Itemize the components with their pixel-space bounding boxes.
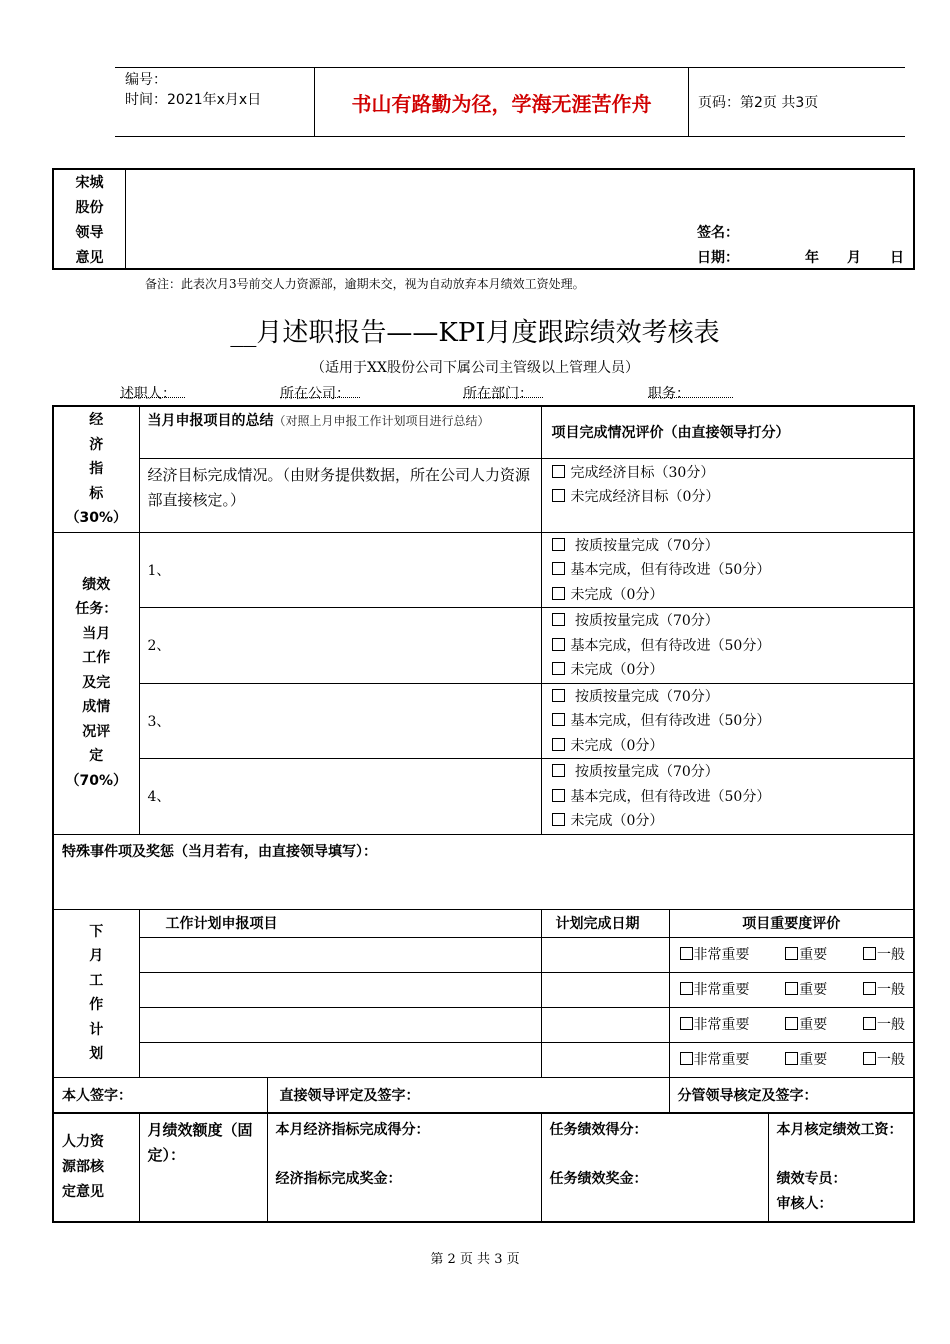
label-line: 定 (89, 748, 104, 765)
submission-note: 备注：此表次月3号前交人力资源部，逾期未交，视为自动放弃本月绩效工资处理。 (145, 277, 585, 291)
option-label: 按质按量完成（70分） (570, 613, 719, 629)
label-line: 宋城 (75, 175, 104, 191)
label-line: 月 (89, 948, 104, 964)
economic-content: 经济目标完成情况。（由财务提供数据，所在公司人力资源部直接核定。） (139, 458, 541, 532)
page-footer: 第 2 页 共 3 页 (430, 1252, 520, 1267)
reporter-name-label: 述职人： (120, 386, 176, 402)
company-label: 所在公司： (280, 386, 350, 402)
plan-item-cell[interactable] (139, 937, 541, 972)
plan-item-cell[interactable] (139, 972, 541, 1007)
position-label: 职务： (648, 386, 690, 402)
plan-item-cell[interactable] (139, 1042, 541, 1077)
checkbox-icon (552, 638, 565, 651)
option-label: 按质按量完成（70分） (570, 537, 719, 554)
importance-very[interactable] (680, 973, 750, 1007)
importance-cell (669, 937, 914, 972)
plan-date-cell[interactable] (541, 937, 669, 972)
plan-date-cell[interactable] (541, 1042, 669, 1077)
option-label: 一般 (877, 981, 906, 998)
checkbox-icon (785, 1052, 798, 1065)
label-line: 任务： (75, 601, 118, 618)
label-line: 下 (89, 923, 104, 940)
importance-cell (669, 972, 914, 1007)
checkbox-icon (552, 587, 565, 600)
checkbox-icon (552, 764, 565, 777)
hr-economic (267, 1113, 541, 1222)
year-label: 年 (805, 250, 819, 266)
label-line: 当月 (82, 625, 111, 642)
label-line: 源部核 (62, 1159, 104, 1175)
checkbox-icon (785, 982, 798, 995)
option-label: 重要 (799, 946, 828, 963)
option-label: 非常重要 (693, 981, 750, 998)
date-label: 日期： (697, 250, 739, 266)
plan-date-cell[interactable] (541, 1007, 669, 1042)
checkbox-icon (552, 738, 565, 751)
department-label: 所在部门： (463, 386, 533, 402)
special-events-label: 特殊事件项及奖惩（当月若有，由直接领导填写）： (62, 843, 377, 860)
option-label: 非常重要 (693, 1016, 750, 1033)
importance-important[interactable] (785, 1043, 827, 1077)
next-plan-label (53, 909, 139, 1077)
option-label: 一般 (877, 1051, 906, 1068)
option-label: 非常重要 (693, 946, 750, 963)
page-info: 页码：第2页 共3页 (698, 95, 819, 111)
option-partial[interactable] (542, 558, 914, 583)
label-line: 工作 (82, 650, 111, 667)
checkbox-icon (552, 789, 565, 802)
hr-label (53, 1113, 139, 1222)
option-partial[interactable] (542, 634, 914, 659)
label-line: 指 (89, 461, 104, 477)
number-label: 编号： (125, 72, 167, 88)
evaluation-header: 项目完成情况评价（由直接领导打分） (541, 406, 914, 458)
manager-signature[interactable]: 分管领导核定及签字： (669, 1077, 914, 1113)
signature-label: 签名： (697, 225, 739, 241)
task-item[interactable]: 3、 (139, 683, 541, 759)
self-signature[interactable]: 本人签字： (53, 1077, 267, 1113)
option-label: 基本完成，但有待改进（50分） (570, 637, 771, 654)
economic-label (53, 406, 139, 532)
label-line: 工 (89, 972, 104, 989)
page-header (115, 67, 905, 137)
task-bonus[interactable]: 任务绩效奖金： (549, 1171, 648, 1187)
importance-important[interactable] (785, 973, 827, 1007)
page-title: __月述职报告——KPI月度跟踪绩效考核表 (230, 318, 720, 348)
importance-normal[interactable] (863, 1043, 905, 1077)
option-none[interactable] (542, 734, 914, 759)
header-meta (115, 68, 315, 136)
day-label: 日 (890, 250, 904, 266)
reviewer[interactable]: 审核人： (776, 1196, 833, 1212)
option-label: 未完成经济目标（0分） (570, 489, 720, 505)
importance-very[interactable] (680, 1008, 750, 1042)
checkbox-icon (863, 1052, 876, 1065)
checkbox-icon (863, 947, 876, 960)
option-label: 完成经济目标（30分） (570, 464, 715, 481)
task-options (541, 532, 914, 608)
checkbox-icon (785, 947, 798, 960)
task-item[interactable]: 2、 (139, 608, 541, 684)
option-full[interactable] (542, 685, 914, 710)
label-line: 况评 (82, 723, 111, 740)
label-line: 股份 (75, 200, 104, 216)
checkbox-icon (680, 982, 693, 995)
option-none[interactable] (542, 809, 914, 834)
importance-cell (669, 1042, 914, 1077)
label-line: 绩效 (82, 576, 111, 593)
importance-normal[interactable] (863, 973, 905, 1007)
label-line: 标 (89, 485, 104, 502)
summary-header-note: （对照上月申报工作计划项目进行总结） (273, 414, 490, 428)
reporter-name-field[interactable] (120, 383, 185, 398)
importance-normal[interactable] (863, 938, 905, 972)
importance-very[interactable] (680, 1043, 750, 1077)
option-label: 非常重要 (693, 1051, 750, 1068)
specialist[interactable]: 绩效专员： (776, 1171, 847, 1187)
checkbox-icon (552, 662, 565, 675)
option-label: 未完成（0分） (570, 737, 664, 754)
page-subtitle: （适用于XX股份公司下属公司主管级以上管理人员） (311, 360, 639, 376)
label-line: 经 (89, 412, 104, 428)
option-label: 重要 (799, 1051, 828, 1068)
summary-header (139, 406, 541, 458)
checkbox-icon (552, 489, 565, 502)
option-full[interactable] (542, 609, 914, 634)
label-line: 成情 (82, 699, 111, 716)
plan-item-cell[interactable] (139, 1007, 541, 1042)
option-full[interactable] (542, 760, 914, 785)
label-line: 计 (89, 1021, 104, 1038)
option-label: 一般 (877, 1016, 906, 1033)
importance-important[interactable] (785, 938, 827, 972)
hr-quota[interactable]: 月绩效额度（固定）： (139, 1113, 267, 1222)
checkbox-icon (552, 689, 565, 702)
task-options (541, 683, 914, 759)
month-label: 月 (847, 250, 861, 266)
option-complete-economic[interactable] (542, 461, 914, 486)
option-label: 基本完成，但有待改进（50分） (570, 713, 771, 729)
time-label: 时间：2021年x月x日 (125, 92, 262, 108)
checkbox-icon (552, 465, 565, 478)
importance-cell (669, 1007, 914, 1042)
plan-date-cell[interactable] (541, 972, 669, 1007)
checkbox-icon (680, 1017, 693, 1030)
econ-bonus[interactable]: 经济指标完成奖金： (275, 1171, 402, 1187)
label-line: （30%） (65, 510, 127, 526)
option-none[interactable] (542, 658, 914, 683)
checkbox-icon (552, 562, 565, 575)
tasks-label (53, 532, 139, 834)
leader-opinion-box (52, 168, 915, 270)
importance-important[interactable] (785, 1008, 827, 1042)
task-options (541, 759, 914, 835)
label-line: 领导 (75, 225, 104, 241)
label-line: 及完 (82, 674, 111, 691)
special-events-cell[interactable] (53, 834, 914, 909)
option-label: 未完成（0分） (570, 662, 664, 678)
kpi-table (52, 405, 915, 1223)
task-item[interactable]: 4、 (139, 759, 541, 835)
motto: 书山有路勤为径，学海无涯苦作舟 (315, 68, 689, 136)
col-importance: 项目重要度评价 (669, 909, 914, 937)
salary[interactable]: 本月核定绩效工资： (776, 1122, 903, 1138)
task-options (541, 608, 914, 684)
checkbox-icon (552, 813, 565, 826)
direct-leader-signature[interactable]: 直接领导评定及签字： (267, 1077, 669, 1113)
option-label: 按质按量完成（70分） (570, 688, 719, 705)
checkbox-icon (863, 982, 876, 995)
label-line: （70%） (65, 772, 127, 789)
checkbox-icon (785, 1017, 798, 1030)
checkbox-icon (680, 947, 693, 960)
option-none[interactable] (542, 583, 914, 608)
importance-normal[interactable] (863, 1008, 905, 1042)
label-line: 济 (89, 436, 104, 453)
importance-very[interactable] (680, 938, 750, 972)
label-line: 意见 (75, 250, 104, 266)
task-score[interactable]: 任务绩效得分： (549, 1122, 648, 1138)
checkbox-icon (552, 713, 565, 726)
label-line: 人力资 (62, 1134, 104, 1150)
position-field[interactable] (648, 383, 733, 398)
option-partial[interactable] (542, 785, 914, 810)
leader-opinion-label (54, 170, 126, 268)
option-full[interactable] (542, 534, 914, 559)
label-line: 定意见 (62, 1184, 104, 1200)
hr-salary (768, 1113, 914, 1222)
checkbox-icon (552, 538, 565, 551)
option-label: 重要 (799, 1016, 828, 1033)
option-label: 按质按量完成（70分） (570, 764, 719, 780)
option-label: 一般 (877, 946, 906, 963)
summary-header-text: 当月申报项目的总结 (147, 413, 274, 429)
option-partial[interactable] (542, 709, 914, 734)
checkbox-icon (863, 1017, 876, 1030)
checkbox-icon (552, 613, 565, 626)
hr-task (541, 1113, 768, 1222)
economic-options (541, 458, 914, 532)
col-plan-item: 工作计划申报项目 (139, 909, 541, 937)
option-label: 未完成（0分） (570, 813, 664, 829)
label-line: 划 (89, 1046, 104, 1062)
option-label: 重要 (799, 981, 828, 998)
option-label: 基本完成，但有待改进（50分） (570, 562, 771, 578)
option-incomplete-economic[interactable] (542, 485, 914, 510)
label-line: 作 (89, 997, 104, 1013)
econ-score[interactable]: 本月经济指标完成得分： (275, 1122, 430, 1138)
company-field[interactable] (280, 383, 360, 398)
checkbox-icon (680, 1052, 693, 1065)
task-item[interactable]: 1、 (139, 532, 541, 608)
option-label: 基本完成，但有待改进（50分） (570, 788, 771, 805)
option-label: 未完成（0分） (570, 586, 664, 603)
col-plan-date: 计划完成日期 (541, 909, 669, 937)
department-field[interactable] (463, 383, 543, 398)
